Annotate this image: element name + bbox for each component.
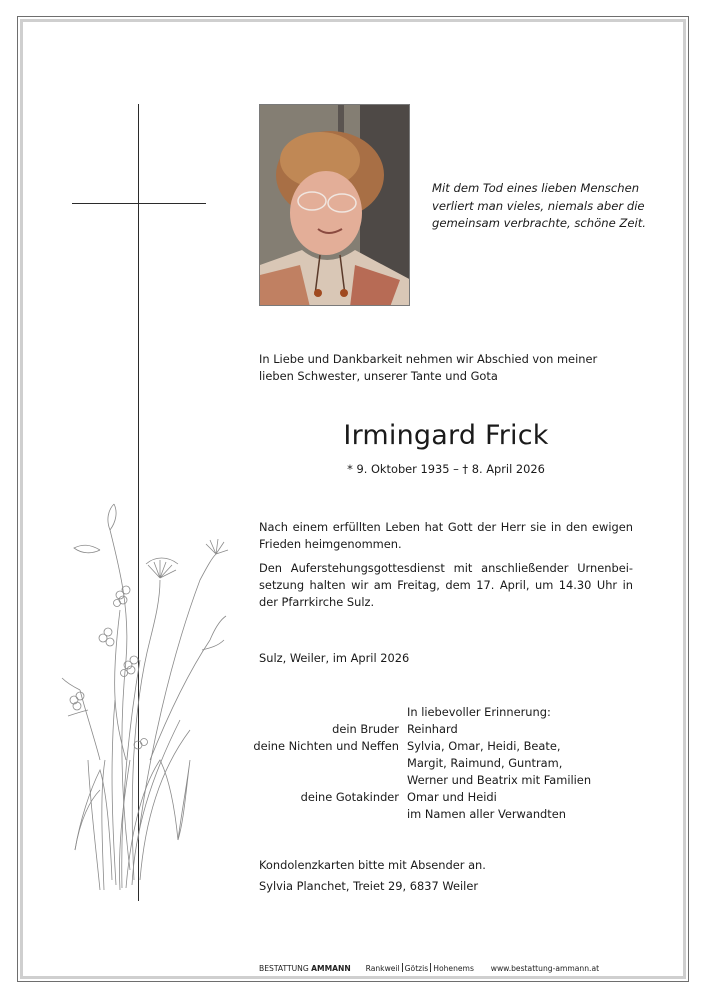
location-hohenems: Hohenems <box>433 964 474 973</box>
mourner-label <box>230 806 407 823</box>
intro-text: In Liebe und Dankbarkeit nehmen wir Abschied von meiner lieben Schwester, unserer Tante und Gota <box>259 352 598 383</box>
paragraph-peace: Nach einem erfüllten Leben hat Gott der Herr sie in den ewigen Frieden heimgenommen. <box>259 520 633 551</box>
mourner-label: dein Bruder <box>332 722 399 736</box>
condolence-address: Sylvia Planchet, Treiet 29, 6837 Weiler <box>259 879 479 893</box>
deceased-name: Irmingard Frick <box>343 420 549 451</box>
mourner-names: Reinhard <box>407 722 458 736</box>
mourner-names: Werner und Beatrix mit Familien <box>407 773 592 787</box>
quote-line: verliert man vieles, niemals aber die <box>432 198 645 213</box>
location-rankweil: Rankweil <box>365 964 400 973</box>
brand-name-regular: BESTATTUNG <box>259 964 309 973</box>
paragraph-service: Den Auferstehungsgottesdienst mit anschließender Urnenbei-setzung halten wir am Freitag, dem 17. April, um 14.30 Uhr in der Pfarrkirche Sulz. <box>259 561 633 609</box>
mourner-names: Sylvia, Omar, Heidi, Beate, <box>407 739 561 753</box>
mourner-label: deine Nichten und Neffen <box>253 739 399 753</box>
cross-horizontal-bar <box>72 203 206 204</box>
mourner-names: Margit, Raimund, Guntram, <box>407 756 563 770</box>
website-link[interactable]: www.bestattung-ammann.at <box>490 964 600 973</box>
memorial-quote <box>432 180 672 233</box>
divider <box>430 963 431 972</box>
life-dates: * 9. Oktober 1935 – † 8. April 2026 <box>347 462 545 476</box>
mourner-row <box>230 738 650 755</box>
mourner-names: im Namen aller Verwandten <box>407 807 566 821</box>
wildflower-illustration <box>60 460 230 905</box>
funeral-home-footer <box>259 963 599 974</box>
quote-line: Mit dem Tod eines lieben Menschen <box>432 181 640 195</box>
mourner-names: Omar und Heidi <box>407 790 497 804</box>
mourner-label <box>230 755 407 772</box>
location-goetzis: Götzis <box>404 964 429 973</box>
mourner-row <box>230 755 650 772</box>
condolence-note: Kondolenzkarten bitte mit Absender an. <box>259 858 486 872</box>
portrait-photo <box>259 104 410 306</box>
mourner-label: deine Gotakinder <box>300 790 399 804</box>
mourners-heading-row <box>230 704 650 721</box>
mourner-row <box>230 721 650 738</box>
brand-name-bold: AMMANN <box>311 964 351 973</box>
mourner-row <box>230 789 650 806</box>
mourners-list <box>230 704 650 823</box>
mourner-row <box>230 772 650 789</box>
place-date: Sulz, Weiler, im April 2026 <box>259 651 410 665</box>
mourner-row <box>230 806 650 823</box>
mourner-label <box>230 772 407 789</box>
mourners-heading: In liebevoller Erinnerung: <box>407 705 551 719</box>
portrait-image <box>260 105 410 306</box>
divider <box>402 963 403 972</box>
quote-line: gemeinsam verbrachte, schöne Zeit. <box>432 216 646 231</box>
mourner-label <box>230 704 407 721</box>
